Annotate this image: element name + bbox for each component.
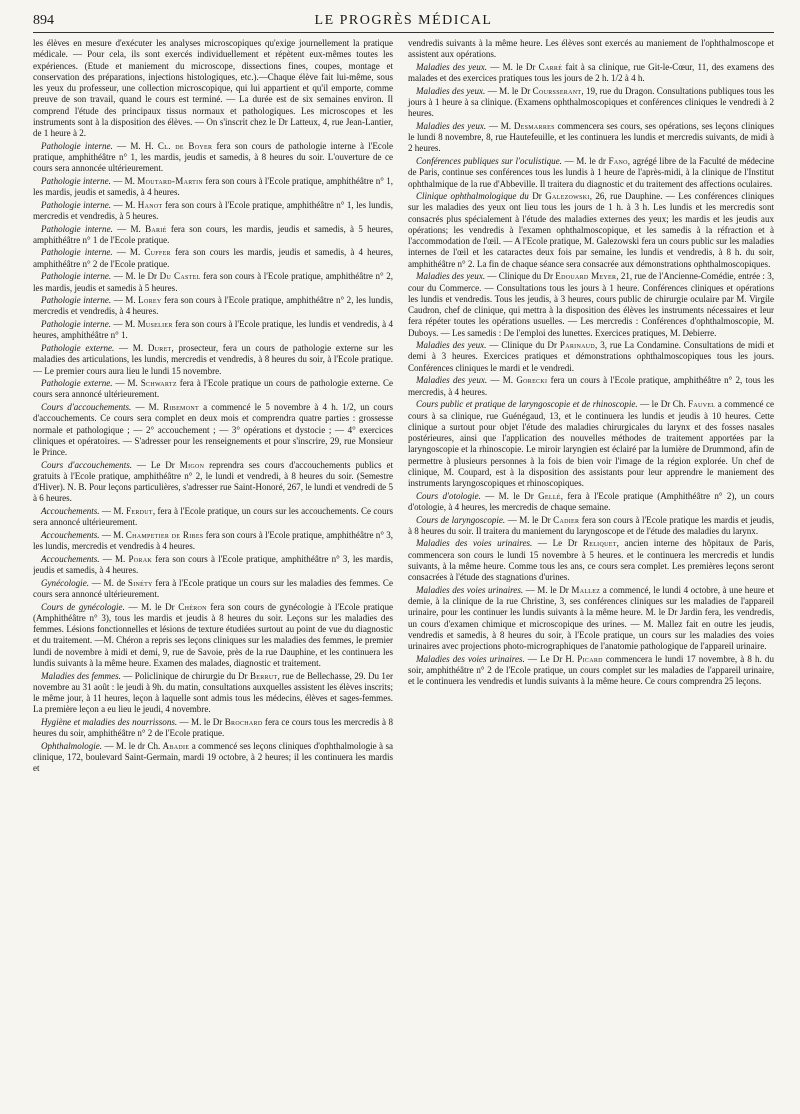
entry-text: vendredis suivants à la même heure. Les élèves sont exercés au maniement de l'ophthalmoscope et assistent aux opérations. — [408, 38, 774, 60]
course-entry — [408, 156, 774, 190]
entry-heading: Hygiène et maladies des nourrissons. — [41, 716, 178, 727]
entry-text: , ancien interne des hôpitaux de Paris, commencera son cours le lundi 15 novembre à 5 heures. et le continuera les mercredis et lundis suivants, à la même heure. Comme tous les ans, ce cours sera complet. Les premières leçons seront consacrées à l'étude des stagnations d'urines. — [408, 538, 774, 583]
entry-name: Edouard Meyer — [555, 271, 617, 282]
entry-name: Barié — [145, 223, 167, 234]
entry-prefix: — M. le Dr — [177, 716, 225, 727]
entry-text: , fera à l'Ecole pratique (Amphithéâtre n° 2), un cours d'otologie, à 4 heures, les mercredis de chaque semaine. — [408, 490, 774, 512]
entry-text: , prosecteur, fera un cours de pathologie externe sur les maladies des articulations, les lundis, mercredis et vendredis, à 8 heures du soir, à l'Ecole pratique. — Le premier cours aura lieu le lundi 15 novembre. — [33, 343, 393, 376]
entry-text: fera son cours à l'Ecole pratique les mardis et jeudis, à 8 heures du soir. Il traitera du maniement du laryngoscope et de l'étude des maladies du larynx. — [408, 514, 774, 536]
entry-prefix: — M. — [110, 175, 138, 186]
entry-name: Carré — [538, 61, 563, 72]
course-entry — [33, 717, 393, 740]
entry-text: fera son cours à l'Ecole pratique, amphithéâtre n° 3, les mardis, jeudis et samedis, à 4 heures. — [33, 553, 394, 576]
entry-name: Galezowski — [545, 191, 590, 202]
entry-prefix: — M. — [99, 553, 129, 564]
course-entry — [33, 506, 393, 529]
entry-name: Chéron — [178, 601, 207, 612]
entry-heading: Gynécologie. — [41, 577, 89, 588]
course-entry — [33, 741, 393, 775]
entry-name: Fano — [608, 156, 628, 167]
entry-heading: Pathologie externe. — [41, 378, 113, 389]
entry-heading: Cours de gynécologie. — [41, 601, 125, 612]
course-entry — [408, 491, 774, 514]
entry-name: Gorecki — [516, 375, 548, 386]
entry-prefix: — M. le Dr — [480, 490, 539, 501]
entry-prefix: — Le Dr — [132, 459, 180, 470]
entry-name: Ribemont — [163, 402, 199, 413]
entry-heading: Pathologie interne. — [41, 271, 112, 282]
entry-prefix: — M. le dr — [561, 156, 609, 167]
course-entry — [33, 343, 393, 377]
course-entry — [33, 460, 393, 505]
course-entry — [33, 224, 393, 247]
entry-heading: Maladies des femmes. — [41, 670, 121, 681]
course-entry — [33, 200, 393, 223]
entry-text: a commencé, le lundi 4 octobre, à une heure et demie, à la clinique de la rue Christine, 3, ses conférences cliniques sur les maladies de l'appareil urinaire, pour les continuer les lundis suivants à la même heure. M. le Dr Jardin fera, les vendredis, un cours d'examen chimique et microscopique des urines. — M. Mallez fait en outre les jeudis, vendredis et samedis, à 8 heures du soir, à l'Ecole pratique, un cours sur les maladies des voies urinaires avec projections photo-micrographiques de l'anatomie pathologique de l'appareil urinaire. — [408, 584, 774, 652]
entry-heading: Pathologie interne. — [41, 175, 111, 186]
entry-prefix: — M. — [99, 506, 127, 517]
entry-prefix: — M. le dr Ch. — [102, 740, 163, 751]
entry-text: commencera le lundi 17 novembre, à 8 h. du soir, amphithéâtre n° 2 de l'Ecole pratique, un cours complet sur les maladies de l'appareil urinaire, et le continuera les vendredis et lundis suivants à la même heure. Ce cours comprendra 25 leçons. — [408, 653, 774, 687]
entry-prefix: — M. le Dr — [111, 271, 160, 282]
entry-text: , fera à l'Ecole pratique, un cours sur les accouchements. Ce cours sera annoncé ultérieurement. — [33, 506, 393, 528]
course-entry — [408, 515, 774, 538]
entry-heading: Maladies des voies urinaires. — [416, 653, 525, 664]
entry-prefix: — Le Dr — [532, 538, 583, 549]
entry-prefix: — M. H. — [112, 140, 158, 151]
course-entry — [33, 141, 393, 175]
course-entry — [33, 402, 393, 458]
entry-prefix: — Le Dr H. — [524, 653, 578, 664]
course-entry — [408, 375, 774, 398]
entry-heading: Cours d'accouchements. — [41, 459, 132, 470]
entry-name: Parinaud — [559, 340, 596, 351]
course-entry — [408, 538, 774, 583]
entry-text: fera son cours à l'Ecole pratique, les lundis et vendredis, à 4 heures, amphithéâtre n° 1. — [33, 319, 394, 341]
course-entry — [33, 38, 393, 139]
course-entry — [408, 86, 774, 120]
entry-name: Sinéty — [127, 577, 153, 588]
entry-heading: Accouchements. — [41, 529, 100, 540]
course-entry — [33, 530, 393, 553]
course-entry — [408, 271, 774, 339]
entry-heading: Maladies des yeux. — [416, 85, 486, 96]
entry-heading: Conférences publiques sur l'oculistique. — [416, 156, 562, 167]
page-header — [33, 8, 774, 33]
entry-name: Reliquet — [582, 538, 617, 549]
entry-text: , 3, rue La Condamine. Consultations de midi et demi à 3 heures. Exercices pratiques et démonstrations ophthalmoscopiques tous les jours. Conférences cliniques le mardi et le vendredi. — [408, 340, 774, 373]
entry-prefix: Dr — [528, 191, 546, 202]
entry-prefix: — M. — [111, 319, 138, 330]
entry-prefix: — Policlinique de chirurgie du Dr — [120, 670, 250, 681]
entry-text: les élèves en mesure d'exécuter les analyses microscopiques qu'exige journellement la pratique médicale. — Pour cela, ils sont exercés individuellement et répètent eux-mêmes toutes les expériences. (Etude et maniement du microscope, dissections fines, coupes, montage et conservation des préparations, injections histologiques, etc.).—Chaque élève fait lui-même, sous les yeux du professeur, une collection microscopique, qui lui appartient et qu'il emporte, comme preuve de son travail, quand le cours est terminé. — La durée est de six semaines environ. Il comprend l'étude des principaux tissus normaux et pathologiques. Les microscopes et les instruments sont à la disposition des élèves. — On s'inscrit chez le Dr Latteux, 4, rue Jean-Lantier, de 1 heure à 2. — [33, 38, 393, 138]
entry-text: a commencé le 5 novembre à 4 h. 1/2, un cours d'accouchements. Ce cours sera complet en deux mois et comprendra quatre parties : grossesse normale et pathologique ; — 2° accouchement ; — 3° opérations et dystocie ; — 4° exercices cliniques et opératoires. — S'adresser pour les renseignements et pour s'inscrire, 29, rue Monsieur le Prince. — [33, 402, 394, 458]
entry-prefix: — M. le Dr — [487, 61, 539, 72]
course-entry — [33, 578, 393, 601]
entry-prefix: — M. — [111, 199, 138, 210]
entry-text: fera son cours de pathologie interne à l'Ecole pratique, amphithéâtre n° 1, les mardis, jeudis et samedis, à 8 heures du soir. L'ouverture de ce cours sera annoncée ultérieurement. — [33, 140, 393, 174]
entry-text: a commencé ce cours à sa clinique, rue Guénégaud, 13, et le continuera les lundis et jeudis à 10 heures. Cette clinique a surtout pour objet l'étude des maladies chirurgicales du larynx et des fosses nasales postérieures, ainsi que l'application des nouvelles méthodes de traitement apportées par la laryngoscopie et la rhinoscopie. Le miroir laryngien est éclairé par la lumière de Drummond, afin de permettre à plusieurs personnes à la fois de bien voir l'image de la région explorée. Un chef de clinique, M. Coupard, est à la disposition des assistants pour leur apprendre le maniement des instruments laryngoscopiques et rhinoscopiques. — [408, 399, 774, 489]
text-columns — [33, 38, 774, 1108]
course-entry — [408, 62, 774, 85]
entry-text: , agrégé libre de la Faculté de médecine de Paris, continue ses conférences tous les lundis à 1 heure de l'après-midi, à la clinique de l'Institut ophthalmique de la rue d'Abbeville. Il traitera du diagnostic et du traitement des affections oculaires. — [408, 156, 774, 189]
entry-name: Du Castel — [159, 271, 201, 282]
entry-heading: Pathologie externe. — [41, 343, 115, 354]
course-entry — [33, 271, 393, 294]
entry-heading: Maladies des voies urinaires. — [416, 538, 533, 549]
entry-text: a commencé ses leçons cliniques d'ophthalmologie à sa clinique, 172, boulevard Saint-Germain, mardi 19 octobre, à 2 heures; il les continuera les mardis et — [33, 740, 393, 774]
entry-name: Berrut — [249, 670, 278, 681]
entry-text: fera son cours à l'Ecole pratique, amphithéâtre n° 1, les mardis, jeudis et samedis, à 4 heures. — [33, 175, 393, 198]
entry-text: fera son cours à l'Ecole pratique, amphithéâtre n° 1, les lundis, mercredis et vendredis, à 5 heures. — [33, 199, 393, 221]
entry-prefix: — M. de — [88, 577, 128, 588]
course-entry — [33, 602, 393, 670]
entry-heading: Maladies des yeux. — [416, 120, 487, 131]
entry-prefix: — M. — [112, 378, 141, 389]
entry-heading: Maladies des yeux. — [416, 61, 488, 72]
entry-name: Lorey — [138, 295, 162, 306]
entry-name: Picard — [577, 653, 603, 664]
entry-prefix: — M. — [112, 223, 146, 234]
entry-name: Duret — [147, 343, 172, 354]
entry-prefix: — M. — [487, 375, 517, 386]
entry-name: Fauvel — [688, 399, 716, 410]
entry-text: , rue de Bellechasse, 29. Du 1er novembre au 31 août : le jeudi à 9h. du matin, consultations auxquelles assistent les élèves inscrits; le même jour, à 11 heures, leçon à laquelle sont admis tous les médecins, élèves et sages-femmes. La première leçon a eu lieu le jeudi, 4 novembre. — [33, 670, 393, 715]
entry-prefix: — M. — [99, 529, 126, 540]
entry-heading: Cours d'accouchements. — [41, 402, 132, 413]
entry-text: fera à l'Ecole pratique un cours de pathologie externe. Ce cours sera annoncé ultérieurement. — [33, 378, 393, 400]
course-entry — [33, 176, 393, 199]
entry-prefix: — M. — [114, 343, 148, 354]
entry-name: Brochard — [224, 716, 263, 727]
course-entry — [33, 378, 393, 401]
entry-heading: Accouchements. — [41, 553, 100, 564]
course-entry — [33, 319, 393, 342]
entry-heading: Clinique ophthalmologique du — [416, 191, 529, 202]
entry-heading: Pathologie interne. — [41, 295, 112, 306]
course-entry — [408, 654, 774, 688]
entry-text: fera son cours, les mardis, jeudis et samedis, à 5 heures, amphithéâtre n° 1 de l'Ecole pratique. — [33, 223, 393, 245]
entry-heading: Ophthalmologie. — [41, 740, 103, 751]
course-entry — [408, 38, 774, 61]
entry-text: , 26, rue Dauphine. — Les conférences cliniques sur les maladies des yeux ont lieu tous les jours de 1 h. à 3 h. Les lundis et les mercredis sont consacrés plus spécialement à l'étude des maladies externes des yeux; les mardis et les jeudis aux opérations; les vendredis à l'examen ophthalmoscopique, et les samedis à la réfraction et à l'accommodation de l'œil. — A l'Ecole pratique, M. Galezowski fera un cours public sur les maladies internes de l'œil et les cataractes deux fois par semaine, les lundis et vendredis, à 8 h. du soir, amphithéâtre n° 2. La fin de chaque séance sera consacrée aux démonstrations ophthalmoscopiques. — [408, 191, 774, 269]
entry-prefix: — M. le Dr — [505, 514, 554, 525]
course-entry — [408, 399, 774, 489]
entry-heading: Pathologie interne. — [41, 319, 111, 330]
entry-name: Abadie — [162, 740, 190, 751]
course-entry — [33, 295, 393, 318]
entry-name: Desmarres — [513, 120, 555, 131]
entry-name: Mallez — [571, 584, 601, 595]
entry-heading: Pathologie interne. — [41, 199, 112, 210]
entry-heading: Pathologie interne. — [41, 140, 113, 151]
entry-prefix: — M. — [111, 295, 139, 306]
entry-prefix: — M. le Dr — [523, 584, 572, 595]
entry-name: Porak — [128, 553, 152, 564]
left-column — [33, 38, 393, 1108]
right-column — [408, 38, 774, 1108]
course-entry — [33, 554, 393, 577]
entry-heading: Pathologie interne. — [41, 247, 113, 258]
entry-text: fera son cours à l'Ecole pratique, amphithéâtre n° 2, les lundis, mercredis et vendredis, à 4 heures. — [33, 295, 393, 317]
entry-name: Coursserant — [532, 85, 582, 96]
entry-heading: Cours d'otologie. — [416, 490, 481, 501]
entry-text: fera son cours de gynécologie à l'Ecole pratique (Amphithéâtre n° 3), tous les mardis et jeudis à 8 heures du soir. Leçons sur les maladies des femmes. Lésions fonctionnelles et lésions de texture étudiées surtout au point de vue du diagnostic et du traitement. —M. Chéron a repris ses leçons cliniques sur les maladies des femmes, le premier lundi de novembre à midi et demi, 9, rue de Savoie, près de la rue Dauphine, et les continuera les lundis suivants à la même heure. Examen des malades, diagnostic et traitement. — [33, 601, 393, 668]
entry-prefix: — M. — [486, 120, 514, 131]
course-entry — [33, 247, 393, 270]
entry-prefix: — M. — [112, 247, 145, 258]
entry-heading: Cours de laryngoscopie. — [416, 514, 506, 525]
entry-heading: Accouchements. — [41, 506, 100, 517]
entry-text: fera son cours à l'Ecole pratique, amphithéâtre n° 3, les lundis, mercredis et vendredis à 4 heures. — [33, 529, 394, 552]
entry-heading: Maladies des voies urinaires. — [416, 584, 524, 595]
entry-prefix: — Clinique du Dr — [485, 271, 556, 282]
entry-name: Cuffer — [144, 247, 171, 258]
entry-text: fera son cours à l'Ecole pratique, amphithéâtre n° 2, les mardis, jeudis et samedis à 5 heures. — [33, 271, 393, 293]
entry-name: Moutard-Martin — [137, 175, 204, 186]
running-title: LE PROGRÈS MÉDICAL — [314, 13, 493, 28]
entry-text: , 19, rue du Dragon. Consultations publiques tous les jours à 1 heure à sa clinique. (Examens ophthalmoscopiques et conférences cliniques le vendredi à 2 heures. — [408, 85, 774, 119]
entry-name: Ferdut — [126, 506, 153, 517]
entry-text: reprendra ses cours d'accouchements publics et gratuits à l'Ecole pratique, amphithéâtre n° 2, le lundi et vendredi, à 8 heures du soir. (Semestre d'Hiver). N. B. Pour leçons particulières, s'adresser rue Saint-Honoré, 267, le lundi et vendredi de 5 à 6 heures. — [33, 459, 394, 504]
entry-name: Hanot — [137, 199, 163, 210]
entry-prefix: — M. le Dr — [485, 85, 533, 96]
entry-text: , 21, rue de l'Ancienne-Comédie, entrée : 3, cour du Commerce. — Consultations tous les jours à 1 heure. Conférences cliniques et opérations les lundis et vendredis. Tous les jeudis, à 3 heures, cours public de chirurgie oculaire par M. Virgile Caudron, chef de clinique, qui mettra à la disposition des élèves les instruments nécessaires et leur fera répéter toutes les opérations usuelles. — Les mercredis : Conférences d'ophthalmoscopie, M. Duboys. — Les samedis : De l'emploi des lunettes. Exercices pratiques, M. Debierre. — [408, 271, 774, 338]
entry-prefix: — M. le Dr — [124, 601, 179, 612]
entry-prefix: — le Dr Ch. — [637, 399, 689, 410]
course-entry — [408, 191, 774, 270]
entry-text: fera ce cours tous les mercredis à 8 heures du soir, amphithéâtre n° 2 de l'Ecole pratique. — [33, 716, 393, 739]
course-entry — [408, 340, 774, 374]
entry-text: fera à l'Ecole pratique un cours sur les maladies des femmes. Ce cours sera annoncé ultérieurement. — [33, 577, 393, 599]
course-entry — [408, 121, 774, 155]
page-number: 894 — [33, 13, 54, 28]
entry-name: Cl. de Boyer — [157, 140, 213, 151]
entry-text: fait à sa clinique, rue Git-le-Cœur, 11, des examens des malades et des exercices pratiques tous les jours de 2 h. 1/2 à 4 h. — [408, 61, 774, 84]
entry-name: Migon — [179, 459, 205, 470]
entry-heading: Pathologie interne. — [41, 223, 113, 234]
entry-text: commencera ses cours, ses opérations, ses leçons cliniques le lundi 8 novembre, 8, rue Hautefeuille, et les continuera les lundis et mercredis suivants, de midi à 2 heures. — [408, 120, 774, 154]
course-entry — [33, 671, 393, 716]
entry-prefix: — Clinique du Dr — [486, 340, 560, 351]
entry-name: Champetier de Ribes — [125, 529, 204, 540]
entry-text: fera un cours à l'Ecole pratique, amphithéâtre n° 2, tous les mercredis, à 4 heures. — [408, 375, 774, 397]
entry-name: Cadier — [553, 514, 580, 525]
entry-text: fera son cours les mardis, jeudis et samedis, à 4 heures, amphithéâtre n° 2 de l'Ecole pratique. — [33, 247, 393, 269]
entry-prefix: — M. — [131, 402, 164, 413]
entry-name: Schwartz — [140, 378, 177, 389]
entry-heading: Maladies des yeux. — [416, 340, 487, 351]
entry-heading: Maladies des yeux. — [416, 271, 486, 282]
entry-name: Gellé — [538, 490, 561, 501]
entry-heading: Maladies des yeux. — [416, 375, 488, 386]
course-entry — [408, 585, 774, 653]
entry-name: Muselier — [137, 319, 173, 330]
entry-heading: Cours public et pratique de laryngoscopie et de rhinoscopie. — [416, 399, 638, 410]
